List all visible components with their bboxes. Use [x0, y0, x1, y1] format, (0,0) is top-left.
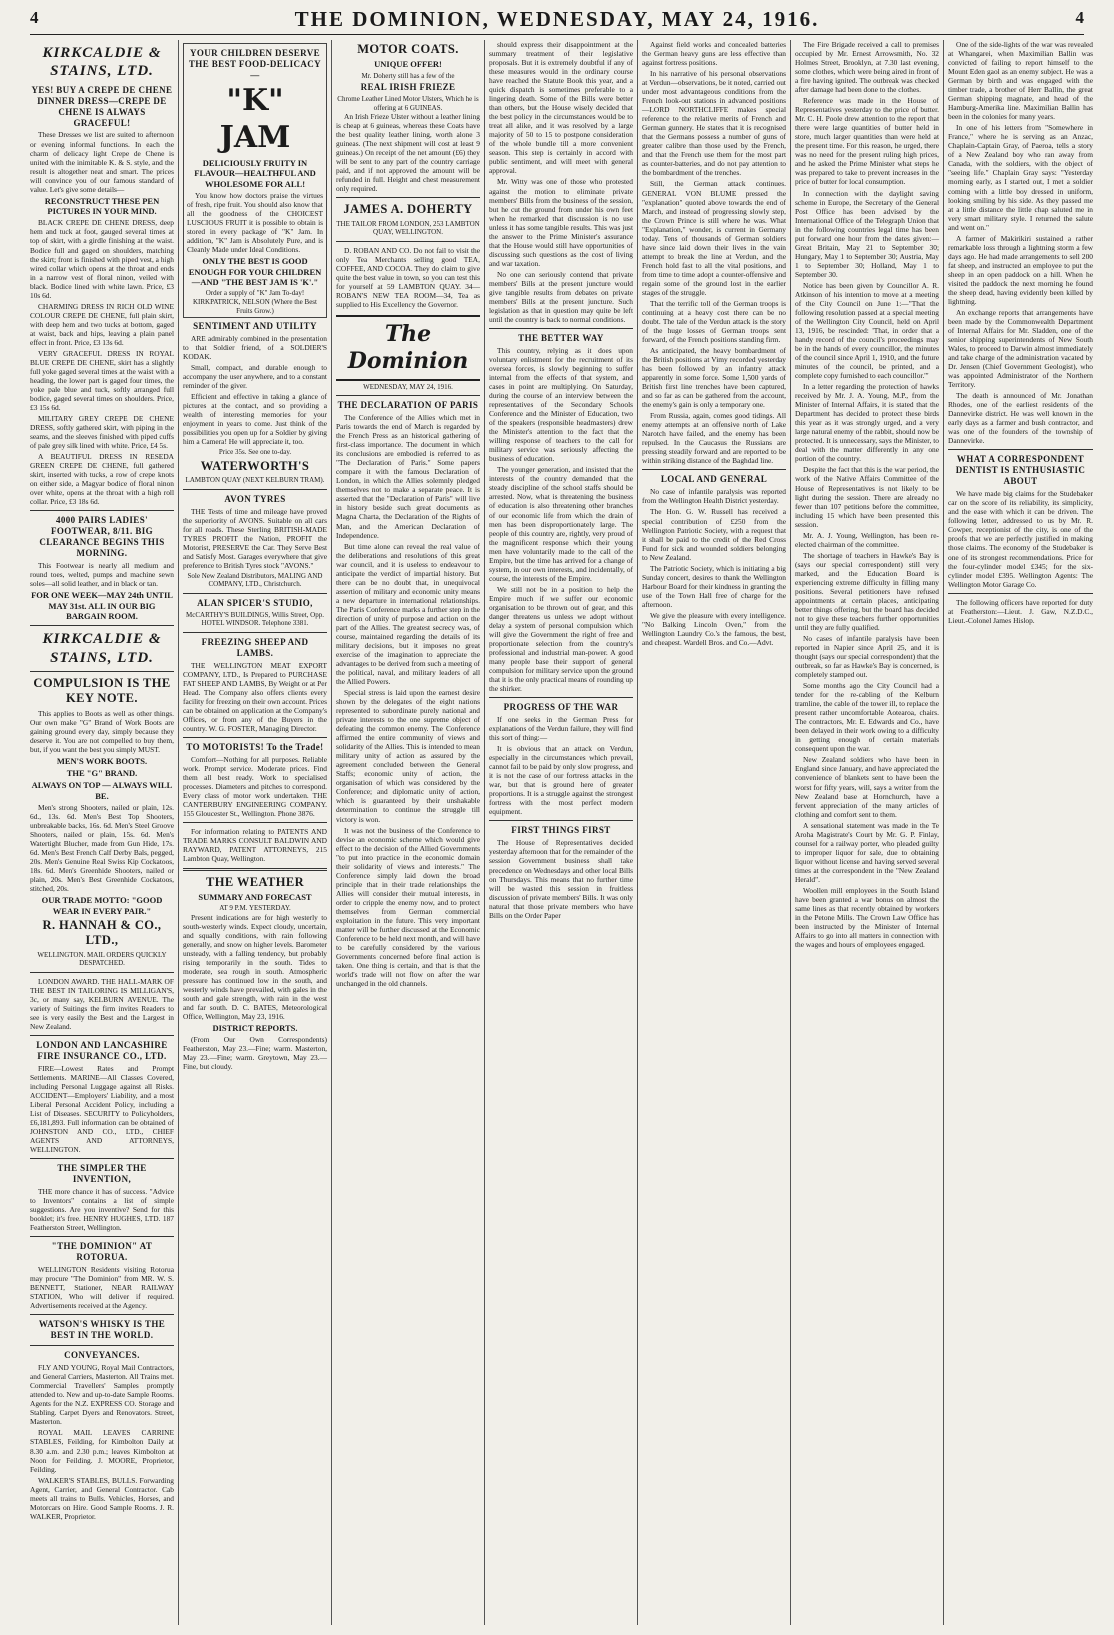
article-text: The following officers have reported for duty at Featherston:—Lieut. J. Gaw, N.Z.D.C., Lieut.-Colonel James Hislop. [948, 597, 1093, 625]
advert-subheading: ALWAYS ON TOP — ALWAYS WILL BE. [31, 780, 173, 801]
advert-subheading: DELICIOUSLY FRUITY IN FLAVOUR—HEALTHFUL AND WHOLESOME FOR ALL! [194, 158, 316, 189]
advert-heading: "K" JAM [219, 82, 291, 155]
advert-text: FIRE—Lowest Rates and Prompt Settlements. MARINE—All Classes Covered, including Personal Luggage against all Risks. ACCIDENT—Employers' Liability, and a most Liberal Personal Accident Policy, including a List of Diseases. SECURITY to Policyholders, £6,181,893. Full information can be obtained of JOHNSTON AND CO., LTD., CHIEF AGENTS AND ATTORNEYS, WELLINGTON. [30, 1063, 174, 1155]
advert-text: For information relating to PATENTS AND TRADE MARKS CONSULT BALDWIN AND RAYWARD, PATENT ATTORNEYS, 215 Lambton Quay, Wellington. [183, 827, 327, 864]
advert-text: These Dresses we list are suited to afternoon or evening informal functions. In each the charm of delicacy light Crepe de Chene is united with the inimitable K. & S. style, and the result is altogether neat and smart. The prices will convince you of our famous standard of value. Let's give some details— [30, 130, 174, 194]
advert-heading: JAMES A. DOHERTY [343, 202, 473, 217]
article-text: It is obvious that an attack on Verdun, especially in the circumstances which prevail, cannot fail to be paid by only slow progress, and it is not the case of our fortress attacks in the war, but that is ground here of greater proportions. It is a struggle against the strongest fortress with the most perfect modern equipment. [489, 744, 633, 817]
article-text: Mr. Witty was one of those who protested against the motion to eliminate private members' Bills from the business of the session, but he cut the ground from under his own feet when he remarked that discussion is no use unless it has some tangible results. This was just the answer to the Prime Minister's assurance that the House would still have opportunities of discussing such questions as the cost of living and war taxation. [489, 177, 633, 268]
column-4 [485, 40, 638, 1625]
article-text: Notice has been given by Councillor A. R. Atkinson of his intention to move at a meeting of the City Council on June 1:—"That the following resolution passed at a special meeting of the Wellington City Council, held on April 13, 1916, be rescinded: 'That, in order that a handy record of the council's proceedings may be in the hands of every councillor, the minutes of the council since April 1, 1910, and the future minutes of the council, be printed, and a complete copy furnished to each councillor.'" [795, 280, 939, 381]
advert-heading: WATERWORTH'S [200, 458, 310, 473]
advert-text: WALKER'S STABLES, BULLS. Forwarding Agent, Carrier, and General Contractor. Cab meets all trains to Bulls. Vehicles, Horses, and Motorcars on Hire. Good Sample Rooms. J. R. WALKER, Proprietor. [30, 1475, 174, 1521]
advert-text: A BEAUTIFUL DRESS IN RESEDA GREEN CREPE DE CHENE, full gathered skirt, inserted with tucks, a row of crepe knots on either side, a Magyar bodice of floral ninon over white, opens at the throat with a high roll collar. Price, £3 18s 6d. [30, 452, 174, 507]
advert-text: ARE admirably combined in the presentation to that Soldier friend, of a SOLDIER'S KODAK. [183, 334, 327, 362]
page-number-right: 4 [1075, 8, 1084, 27]
article-text: That the terrific toll of the German troops is continuing at a heavy cost there can be no doubt. The tale of the Verdun attack is the story of the huge losses of German troops sent forward, of the French positions standing firm. [642, 298, 786, 344]
article-text: Some months ago the City Council had a tender for the re-cabling of the Kelburn tramline, the cable of the tower ill, to replace the present rather uncomfortable Aotearoa, chairs. The contractors, Mr. E. Edwards and Co., have been delayed in their work owing to a difficulty in getting enough of certain materials consequent upon the war. [795, 681, 939, 754]
article-text: No case of infantile paralysis was reported from the Wellington Health District yesterday. [642, 487, 786, 506]
advert-heading: TO MOTORISTS! To the Trade! [186, 742, 324, 753]
advert-text: LONDON AWARD. THE HALL-MARK OF THE BEST IN TAILORING IS MILLIGAN'S, 3c, or many say, KELBURN AVENUE. The variety of Suitings the firm invites Readers to see is very easily the Best and the Largest in New Zealand. [30, 976, 174, 1031]
advert-text: Price 35s. See one to-day. [218, 448, 292, 457]
advert-text: THE Tests of time and mileage have proved the superiority of AVONS. Suitable on all cars for all roads. These Sterling BRITISH-MADE TYRES PROFIT the Nation, PROFIT the Motorist, PRESERVE the Car. They Serve Best and Satisfy Most. Garages everywhere that give preference to British Tyres stock "AVONS." [183, 506, 327, 570]
advert-text: CHARMING DRESS IN RICH OLD WINE COLOUR CREPE DE CHENE, full plain skirt, with deep hem and two tucks at bottom, gaged at waist, back and hips, leaving a plain panel effect in front. Price, £3 13s 6d. [30, 301, 174, 347]
advert-text: This applies to Boots as well as other things. Our own make "G" Brand of Work Boots are gaining ground every day, simply because they deserve it. You are not compelled to buy them, but, if you want the best you simply MUST. [30, 708, 174, 754]
advert-text: WELLINGTON Residents visiting Rotorua may procure "The Dominion" from MR. W. S. BENNETT, Stationer, NEAR RAILWAY STATION, Who will deliver if required. Advertisements received at the Agency. [30, 1265, 174, 1311]
advert-heading: COMPULSION IS THE KEY NOTE. [33, 676, 171, 706]
article-text: Mr. A. J. Young, Wellington, has been re-elected chairman of the committee. [795, 530, 939, 549]
advert-text: This Footwear is nearly all medium and round toes, welted, pumps and machine sewn soles—all solid leather, and in black or tan. [30, 561, 174, 589]
advert-subheading: OUR TRADE MOTTO: "GOOD WEAR IN EVERY PAIR." [41, 895, 163, 916]
newspaper-title: THE DOMINION, WEDNESDAY, MAY 24, 1916. [294, 7, 820, 31]
article-text: The Patriotic Society, which is initiating a big Sunday concert, desires to thank the Wellington Harbour Board for their kindness in granting the use of the Town Hall free of charge for the afternoon. [642, 563, 786, 609]
article-text: A farmer of Makirikiri sustained a rather remarkable loss through a lightning storm a few days ago. He had made arrangements to sell 200 fat sheep, and instructed an employee to put the sheep in an open paddock on a hill. When he visited the paddock the next morning he found the sheep dead, having evidently been killed by lightning. [948, 233, 1093, 306]
article-heading: THE DECLARATION OF PARIS [337, 400, 479, 411]
article-text: In a letter regarding the protection of hawks received by Mr. J. A. Young, M.P., from the Minister of Internal Affairs, it is stated that the Department has decided to protect these birds this year as it was strongly urged, and a very large natural enemy of the rabbit, should now be protected. It is unnecessary, says the Minister, to deal with the matter differently in any one portion of the country. [795, 382, 939, 464]
article-text: Against field works and concealed batteries the German heavy guns are less effective than against fortress positions. [642, 40, 786, 68]
article-text: The Conference of the Allies which met in Paris towards the end of March is regarded by the French Press as an historical gathering of first-class importance. The document in which its conclusions are embodied is referred to as "The Declaration of Paris." Some papers compare it with the famous Declaration of London, in which the Allies solemnly pledged themselves not to make a separate peace. It is asserted that the "Declaration of Paris" will live in history beside such great documents as Magna Charta, the Declaration of the Rights of Man, and the American Declaration of Independence. [336, 413, 480, 540]
advert-subheading: UNIQUE OFFER! [374, 59, 442, 70]
advert-text: Small, compact, and durable enough to accompany the user anywhere, and to a constant reminder of the giver. [183, 363, 327, 391]
article-text: The Hon. G. W. Russell has received a special contribution of £250 from the Wellington Patriotic Society, with a request that it shall be paid to the credit of the Red Cross Fund for sick and wounded soldiers belonging to New Zealand. [642, 507, 786, 562]
advert-subheading: THE "G" BRAND. [66, 768, 138, 779]
article-text: The Fire Brigade received a call to premises occupied by Mr. Ernest Arrowsmith, No. 32 Holmes Street, Brooklyn, at 7.30 last evening, some clothes, which were being aired in front of a fire having ignited. The outbreak was checked after damage had been done to the clothes. [795, 40, 939, 95]
advert-text: BLACK CREPE DE CHENE DRESS, deep hem and tuck at foot, gauged several times at top of skirt, with a girdle finishing at the waist. Bodice full and gaged on shoulders, matching the skirt; front is finished with piped vest, a high wired collar which opens at the throat and ends in a narrow vest of floral ninon, veiled with black. Bodice lined with white lawn. Price, £3 10s 6d. [30, 218, 174, 300]
advert-heading: KIRKCALDIE & STAINS, LTD. [42, 45, 162, 80]
advert-heading: AVON TYRES [224, 493, 286, 504]
advert-text: Comfort—Nothing for all purposes. Reliable work. Prompt service. Moderate prices. Find them all best ready. Work to specialised processes. Diameters and pitches to correspond. Every class of motor work undertaken. THE CANTERBURY ENGINEERING COMPANY. 155 Gloucester St., Wellington. Phone 3876. [183, 755, 327, 819]
article-text: Reference was made in the House of Representatives yesterday to the price of butter. Mr. C. H. Poole drew attention to the report that there were large quantities of butter held in store, much larger quantities than were held at the present time. For this reason, he urged, there was no need for the present ruling high prices, and he asked the Prime Minister what steps he was prepared to take to prevent increases in the price of butter for local consumption. [795, 96, 939, 187]
article-text: We still not be in a position to help the Empire much if we suffer our economic organisation to be thrown out of gear, and this danger threatens us unless we adopt without delay a system of personal compulsion which will give the Government the right of free and proportionate selection from the country's professional and industrial man-power. A good many people base their support of general compulsion for military service upon the ground that it is the only practical means of rounding up the shirker. [489, 584, 633, 694]
article-heading: FIRST THINGS FIRST [511, 825, 611, 836]
advert-heading: KIRKCALDIE & STAINS, LTD. [42, 631, 162, 666]
advert-subheading: FOR ONE WEEK—MAY 24th UNTIL MAY 31st. ALL IN OUR BIG BARGAIN ROOM. [31, 590, 173, 622]
advert-text: You know how doctors praise the virtues of fresh, ripe fruit. You should also know that all the goodness of the CHOICEST LUSCIOUS FRUIT it is possible to obtain is stored in every package of "K" Jam. In addition, "K" Jam is Absolutely Pure, and is Cleanly Made under Ideal Conditions. [187, 191, 323, 255]
advert-heading: ALAN SPICER'S STUDIO, [197, 597, 313, 608]
advert-text: VERY GRACEFUL DRESS IN ROYAL BLUE CREPE DE CHENE, skirt has a slightly full yoke gaged several times at the waist with a heading, the lower part is gaged four times, the yoke pale blue and tuck, softly arranged full bodice, gaged several times on shoulders. Price, £3 15s 6d. [30, 348, 174, 413]
section-subheading: AT 9 P.M. YESTERDAY. [219, 904, 291, 913]
article-text: We have made big claims for the Studebaker car on the score of its reliability, its simplicity, and the ease with which it can be driven. The following letter, addressed to us by Mr. R. Cowper, receptionist of the city, is one of the proofs that we are perfectly justified in making those claims. The economy of the Studebaker is one of its strongest recommendations. Price for the four-cylinder model £345; for the six-cylinder model £395. Wellington Agents: The Wellington Motor Garage Co. [948, 489, 1093, 589]
column-7 [944, 40, 1097, 1625]
section-heading: THE WEATHER [205, 874, 305, 889]
advert-text: Order a supply of "K" Jam To-day! [205, 289, 305, 298]
advert-subheading: RECONSTRUCT THESE PEN PICTURES IN YOUR MIND. [44, 195, 160, 217]
article-text: If one seeks in the German Press for explanations of the Verdun failure, they will find this sort of thing:— [489, 715, 633, 743]
article-text: No one can seriously contend that private members' Bills at the present juncture would give tangible results from debates on private members' Bills at the present juncture. Such legislation as that in question may quite be left until the country is back to normal conditions. [489, 269, 633, 324]
article-text: should express their disappointment at the summary treatment of their legislative proposals. But it is extremely doubtful if any of these measures would in the ordinary course have reached the Statute Book this year, and a quick dispatch is sometimes preferable to a lingering death. Some of the Bills were better than others, but the House wisely decided that the best policy in the circumstances would be to treat all alike, and it was resolved by a large majority of 50 to 15 to postpone consideration of the whole bundle till a more convenient season. This step is certainly in accord with public sentiment, and will meet with general approval. [489, 40, 633, 176]
advert-text: McCARTHY'S BUILDINGS, Willis Street, Opp. HOTEL WINDSOR. Telephone 3381. [186, 610, 324, 628]
advert-heading: R. HANNAH & CO., LTD., [42, 918, 162, 948]
column-6 [791, 40, 944, 1625]
advert-text: WELLINGTON. MAIL ORDERS QUICKLY DESPATCHED. [37, 950, 167, 968]
advert-text: LAMBTON QUAY (NEXT KELBURN TRAM). [185, 476, 325, 485]
advert-text: Efficient and effective in taking a glance of pictures at the contact, and so providing a wealth of interesting memories for your enjoyment in years to come. Just think of the possibilities you open up for a Soldier by giving him a Camera! He will appreciate it, too. [183, 392, 327, 447]
article-text: The younger generation, and insisted that the interests of the country demanded that the steady discipline of the school staffs should be arrested. Now, what is threatening the business of education is also threatening other branches of our economic life from which the drain of men has been disproportionately large. The people of this country are, rightly, very proud of the magnificent response which their young men have voluntarily made to the call of the Empire, but the time has arrived for a change of system, in our own interests, and incidentally, of course, the interests of the Empire. [489, 465, 633, 583]
advert-heading: CONVEYANCES. [64, 1350, 140, 1361]
article-text: (From Our Own Correspondents) Featherston, May 23.—Fine; warm. Masterton, May 23.—Fine; warm. Greytown, May 23.—Fine, but cloudy. [183, 1035, 327, 1072]
advert-subheading: ONLY THE BEST IS GOOD ENOUGH FOR YOUR CHILDREN—AND "THE BEST JAM IS 'K'." [188, 256, 322, 288]
advert-text: Men's strong Shooters, nailed or plain, 12s. 6d., 13s. 6d. Men's Best Top Shooters, unbreakable backs, 16s. 6d. Men's Steel Groove Shooters, nailed or plain, 15s. 6d. Men's Watertight Blucher, made from Gun Hide, 17s. 6d. Men's Best French Calf Derby Bals, pegged, 20s. Men's Genuine Real Swiss Kip Cockatoos, 18s. 6d. Men's Greenhide Shooters, nailed or plain, 20s. Men's Best Greenhide Cockatoos, stitched, 20s. [30, 803, 174, 894]
article-text: The House of Representatives decided yesterday afternoon that for the remainder of the session Government business shall take precedence on Wednesdays and other local Bills on Thursdays. This means that no further time will be wasted this session in fruitless discussion of private members' Bills. It was only natural that those private members who have Bills on the Order Paper [489, 838, 633, 920]
advert-heading: LONDON AND LANCASHIRE FIRE INSURANCE CO., LTD. [36, 1039, 168, 1061]
article-heading: WHAT A CORRESPONDENT DENTIST IS ENTHUSIASTIC ABOUT [955, 454, 1086, 487]
article-text: This country, relying as it does upon voluntary enlistment for the recruitment of its oversea forces, is slowly beginning to suffer internal from the effects of that system, and cases in point are multiplying. On Saturday, during the course of an interview between the representatives of the Secondary Schools Conference and the Minister of Education, two of the speakers (responsible headmasters) drew the Minister's attention to the fact that the willing response of teachers to the call for military service was seriously affecting the business of education. [489, 345, 633, 464]
article-text: The shortage of teachers in Hawke's Bay is (says our special correspondent) still very marked, and the Education Board is experiencing extreme difficulty in filling many positions. Several petitioners have refused appointments at certain places, anticipating better things offering, but the board has decided not to give these teachers further opportunities until they are fully qualified. [795, 550, 939, 632]
section-subheading: SUMMARY AND FORECAST [198, 891, 312, 902]
advert-heading: YOUR CHILDREN DESERVE THE BEST FOOD-DELICACY— [188, 48, 322, 80]
columns [26, 40, 1098, 1625]
advert-heading: 4000 PAIRS LADIES' FOOTWEAR, 8/11. BIG CLEARANCE BEGINS THIS MORNING. [39, 515, 165, 559]
advert-heading: THE SIMPLER THE INVENTION, [57, 1163, 147, 1185]
advert-text: THE TAILOR FROM LONDON, 253 LAMBTON QUAY, WELLINGTON. [336, 219, 480, 237]
article-text: A sensational statement was made in the Te Aroha Magistrate's Court by Mr. G. P. Finlay, counsel for a railway porter, who pleaded guilty to improper liquor for sale, due to obtaining liquor without license and having served several times at the correspondent in the "New Zealand Herald". [795, 820, 939, 884]
advert-box [183, 43, 327, 318]
advert-text: MILITARY GREY CREPE DE CHENE DRESS, softly gathered skirt, with piping in the seams, and the sleeves finished with piped cuffs of pale grey silk lined with white. Price, £4 5s. [30, 414, 174, 451]
article-text: An exchange reports that arrangements have been made by the Commonwealth Department of Internal Affairs for Mr. Sladden, one of the senior shipping superintendents of New South Wales, to proceed to Darwin almost immediately and take charge of the administration vacated by Dr. Jensen (Chief Government Geologist), who was appointed Administrator of the Northern Territory. [948, 307, 1093, 390]
advert-heading: REAL IRISH FRIEZE [360, 82, 456, 93]
article-text: New Zealand soldiers who have been in England since January, and have appreciated the convenience of blankets sent to have been the worst for fifty years, will, says a writer from the New Zealand base at Hornchurch, have a fervent appreciation of the many articles of clothing and comfort sent to them. [795, 755, 939, 819]
article-text: The death is announced of Mr. Jonathan Rhodes, one of the earliest residents of the Dannevirke district. He was well known in the early days as a farmer and bush contractor, and was one of the founders of the township of Dannevirke. [948, 391, 1093, 446]
article-text: Special stress is laid upon the earnest desire shown by the delegates of the eight nations represented to subordinate purely national and private interests to the one supreme object of defeating the common enemy. The Conference affirmed the entire community of views and solidarity of the Allies. This is intended to mean military unity of action as assured by the agreement concluded between the General Staffs; economic unity of action, the organisation of which was considered by the Conference; and diplomatic unity of action, which is guaranteed by their unshakable determination to continue the struggle till victory is won. [336, 688, 480, 824]
article-text: Despite the fact that this is the war period, the work of the Native Affairs Committee of the House of Representatives is not likely to be light during the session. There are already no fewer than 107 petitions before the committee, including 15 which have been presented this session. [795, 465, 939, 529]
article-text: In connection with the daylight saving scheme in Europe, the Secretary of the General Post Office has been advised by the International Office of the Telegraph Union that in the following countries legal time has been put forward one hour from the dates given:—Great Britain, May 21 to September 30; Hungary, May 1 to September 30; Austria, May 1 to September 30; Holland, May 1 to September 30. [795, 188, 939, 279]
advert-heading: FREEZING SHEEP AND LAMBS. [201, 637, 309, 658]
article-text: It was not the business of the Conference to devise an economic scheme which would give effect to the decision of the Allied Governments "to put into practice in the economic domain their solidarity of views and interests." The Conference simply laid down the broad principle that in their trade relationships the Allies will consider their mutual interests, in order to cripple the enemy now, and to protect themselves from German commercial exploitation in the future. This very important matter will be further discussed at the Economic Conference to be held next month, and will have to be carefully considered by the various Governments concerned before final action is taken. One thing is certain, and that is that the world's trade will not flow on after the war unchanged in the old channels. [336, 825, 480, 989]
advert-text: Mr. Doherty still has a few of the [361, 71, 455, 80]
advert-text: KIRKPATRICK, NELSON (Where the Best Fruits Grow.) [193, 298, 317, 315]
advert-heading: "THE DOMINION" AT ROTORUA. [51, 1241, 153, 1263]
article-text: Still, the German attack continues. GENERAL VON BLUME pressed the "explanation" quoted above towards the end of March, and instead of progressing slowly step, the Crown Prince is still where he was. What "Explanation," wonder, is current in Germany today. Tens of thousands of German soldiers have since laid down their lives in the vain attempt to break the line at Verdun, and the French hold fast to all the vital positions, and from time to time adopt a counter-offensive and regain some of the ground lost in the earlier stages of the struggle. [642, 179, 786, 297]
article-text: In one of his letters from "Somewhere in France," where he is serving as an Anzac, Chaplain-Captain Gray, of Paeroa, tells a story of a New Zealand boy who ran away from Canada, with the soldiers, with the object of "seeing life." Chaplain Gray says: "Yesterday morning early, as I started out, I met a soldier coming with a little boy dressed in uniform, looking smiling by his side. As they passed me at a little distance the little chap saluted me in very smart military style. I returned the salute and went on." [948, 123, 1093, 232]
article-text: From Russia, again, comes good tidings. All enemy attempts at an offensive north of Lake Narotch have failed, and the enemy has been repulsed. In the Caucasus the Russians are pressing steadily forward and are reported to be within striking distance of the Baghdad line. [642, 411, 786, 466]
article-heading: LOCAL AND GENERAL [660, 474, 768, 485]
article-text: No cases of infantile paralysis have been reported in Napier since April 25, and it is thought (says our special correspondent) that the outbreak, so far as Hawke's Bay is concerned, is completely stamped out. [795, 634, 939, 680]
advert-text: D. ROBAN AND CO. Do not fail to visit the only Tea Merchants selling good TEA, COFFEE, AND COCOA. They do claim to give quite the best value in town, so you can test this for yourself at 59 LAMBTON QUAY. 34—ROBAN'S NEW TEA ROOM—34, Tea as supplied to His Excellency the Governor. [336, 245, 480, 309]
article-text: Woollen mill employees in the South Island have been granted a war bonus on almost the same lines as that recently obtained by workers in the Petone Mills. The Crown Law Office has been instructed by the Minister of Internal Affairs to go into all matters in connection with the wages and hours of employees engaged. [795, 885, 939, 950]
advert-text: FLY AND YOUNG, Royal Mail Contractors, and General Carriers, Masterton. All Trains met. Commercial Travellers' Samples promptly attended to. New and up-to-date Sample Rooms. Agents for the N.Z. EXPRESS CO. Storage and Stabling. Carpet Dyers and Renovators. Street, Masterton. [30, 1363, 174, 1427]
advert-text: ROYAL MAIL LEAVES CARRINE STABLES, Feilding, for Kimbolton Daily at 8.30 a.m. and 2.30 p.m.; leaves Kimbolton at Noon for Feilding. J. MOORE, Proprietor, Feilding. [30, 1428, 174, 1474]
leader-date: WEDNESDAY, MAY 24, 1916. [363, 382, 453, 391]
column-3 [332, 40, 485, 1625]
advert-text: Chrome Leather Lined Motor Ulsters, Which he is offering at 6 GUINEAS. [337, 95, 479, 112]
masthead [30, 6, 1084, 35]
article-heading: THE BETTER WAY [518, 332, 604, 343]
article-text: Present indications are for high westerly to south-westerly winds. Expect cloudy, uncertain, and squally conditions, with rain following generally, and snow on higher levels. Barometer unsteady, with a falling tendency, but probably rising temporarily in the south. Tides to moderate, sea rough in south. Atmospheric pressure has continued low in the south, and westerly winds have prevailed, with gales in the south and gale strength, with rain in the west and far south. D. C. BATES, Meteorological Office, Wellington, May 23, 1916. [183, 912, 327, 1021]
article-text: In his narrative of his personal observations at Verdun—observations, be it noted, carried out under most advantageous conditions from the French look-out stations in advanced positions—LORD NORTHCLIFFE makes special reference to the relative merits of French and German gunnery. He states that it is recognised that the Germans possess a number of guns of greater calibre than those used by the French, and that the French use them for the most part as counter-batteries, and do not pay attention to the bombardment of the trenches. [642, 69, 786, 178]
advert-heading: MOTOR COATS. [357, 42, 459, 56]
advert-text: An Irish Frieze Ulster without a leather lining is cheap at 6 guineas, whereas these Coats have the best quality leather lining, worth alone 3 guineas. (The next shipment will cost at least 9 guineas.) On receipt of the net amount (£6) they will be sent to any part of the country carriage paid, and if not approved the amount will be refunded in full. Height and chest measurement only required. [336, 112, 480, 194]
advert-text: THE WELLINGTON MEAT EXPORT COMPANY, LTD., Is Prepared to PURCHASE FAT SHEEP AND LAMBS, By Weight or at Per Head. The Company also offers clients every facility for freezing on their own account. Prices can be obtained on application at the Company's Offices, or from any of the Buyers in the country. W. G. FOSTER, Managing Director. [183, 660, 327, 734]
advert-heading: WATSON'S WHISKY IS THE BEST IN THE WORLD. [38, 1319, 166, 1341]
advert-subheading: MEN'S WORK BOOTS. [56, 755, 148, 766]
leader-masthead: The Dominion [336, 315, 480, 381]
article-heading: PROGRESS OF THE WAR [503, 702, 619, 713]
advert-subheading: YES! BUY A CREPE DE CHENE DINNER DRESS—CREPE DE CHENE IS ALWAYS GRACEFUL! [31, 84, 173, 128]
advert-text: Sole New Zealand Distributors, MALING AND COMPANY, LTD., Christchurch. [187, 571, 323, 589]
article-text: We give the pleasure with every intelligence. "No Balking Lincoln Oven," from the Wellington Laundry Co.'s the famous, the best, and cheapest. Wardell Bros. and Co.—Advt. [642, 610, 786, 647]
column-1 [26, 40, 179, 1625]
article-text: But time alone can reveal the real value of the deliberations and resolutions of this great war council, and it is useless to endeavour to anticipate the verdict of impartial history. But there can be no doubt that, in unequivocal assertion of military and economic unity means a new departure in international relationships. The Paris Conference marks a further step in the direction of unity of purpose and action on the part of the Allies. The greatest secrecy was, of course, maintained regarding the details of its military decisions, but it imposes no great exercise of the imagination to appreciate the advantages to be derived from such a meeting of the political, naval, and military leaders of all the Allied Powers. [336, 541, 480, 687]
section-subheading: DISTRICT REPORTS. [212, 1023, 298, 1034]
advert-heading: SENTIMENT AND UTILITY [193, 321, 317, 332]
article-text: As anticipated, the heavy bombardment of the British positions at Vimy recorded yesterday has been followed by an infantry attack apparently in some force. Some 1,500 yards of British first line trenches have been captured, and so far as can be gathered from the account, the enemy's gain is only a temporary one. [642, 346, 786, 410]
advert-text: THE more chance it has of success. "Advice to Inventors" contains a list of simple suggestions. Are you inventive? Send for this booklet; it's free. HENRY HUGHES, LTD. 187 Featherston Street, Wellington. [30, 1187, 174, 1233]
column-5 [638, 40, 791, 1625]
page-number-left: 4 [30, 8, 39, 27]
column-2 [179, 40, 332, 1625]
article-text: One of the side-lights of the war was revealed at Whangarei, when Maximilian Ballin was convicted of failing to report himself to the Mount Eden gaol as an enemy subject. He was a German by birth and was engaged with the timber trade, a brother of Herr Ballin, the great German shipping magnate, and head of the Hamburg-Amerika line. Maximilian Ballin has been in the colonies for many years. [948, 40, 1093, 122]
